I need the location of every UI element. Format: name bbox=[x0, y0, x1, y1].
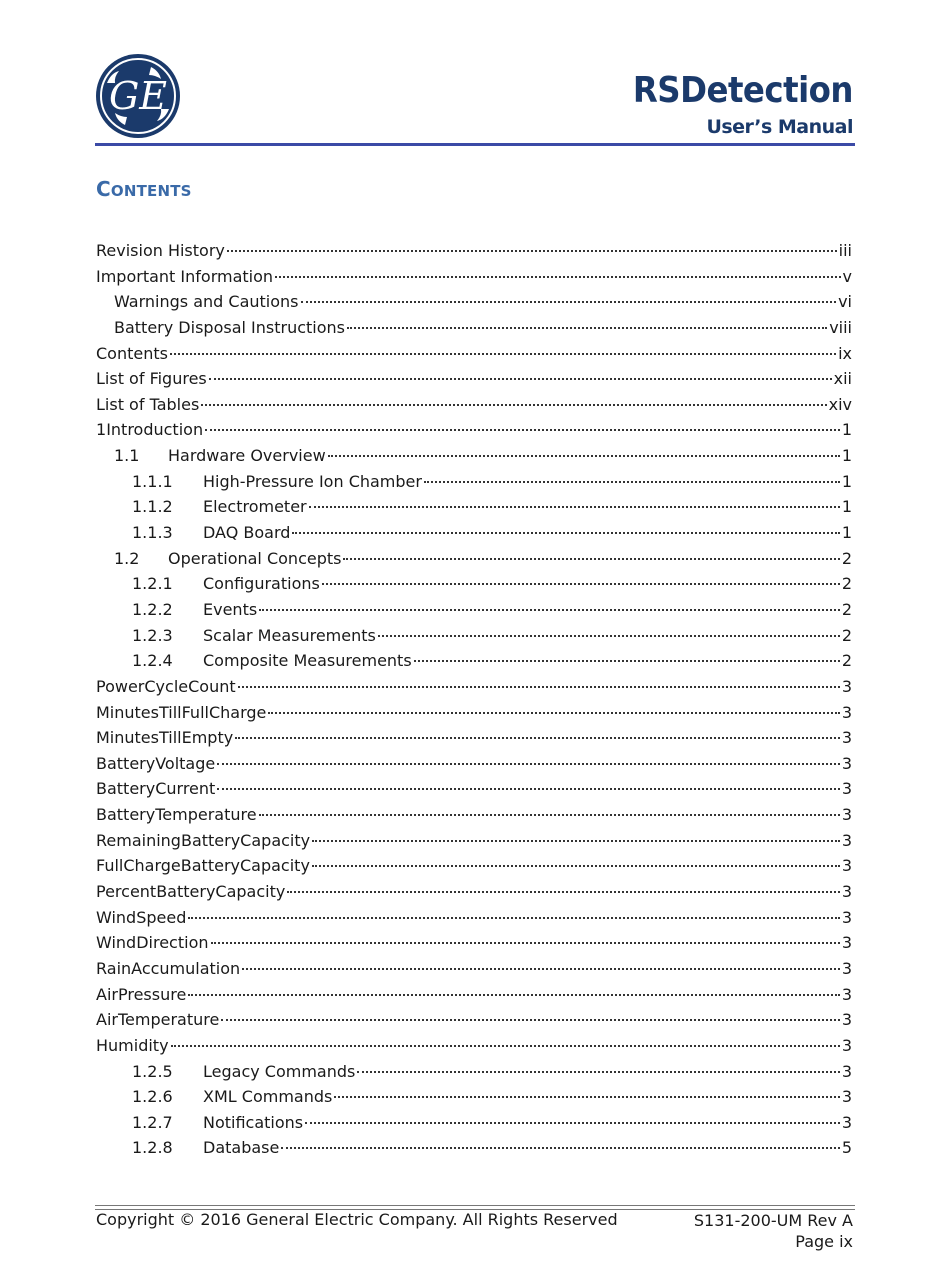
toc-dot-leader bbox=[322, 583, 840, 585]
footer-doc-info bbox=[694, 1210, 853, 1252]
toc-entry-page: 3 bbox=[841, 958, 852, 978]
toc-entry[interactable] bbox=[96, 1084, 852, 1110]
toc-entry-number: 1.2.8 bbox=[132, 1138, 173, 1158]
toc-entry-page: 3 bbox=[841, 830, 852, 850]
toc-entry-page: ix bbox=[838, 343, 852, 363]
toc-entry[interactable] bbox=[96, 1059, 852, 1085]
toc-entry-title: Operational Concepts bbox=[168, 548, 342, 568]
toc-entry-title: Battery Disposal Instructions bbox=[114, 317, 345, 337]
toc-dot-leader bbox=[221, 1019, 839, 1021]
toc-entry-title: List of Tables bbox=[96, 394, 200, 414]
toc-entry-title: Composite Measurements bbox=[203, 651, 412, 671]
toc-entry[interactable] bbox=[96, 469, 852, 495]
toc-dot-leader bbox=[205, 429, 840, 431]
toc-entry-number: 1.2.4 bbox=[132, 651, 173, 671]
toc-dot-leader bbox=[328, 455, 840, 457]
toc-entry-page: 1 bbox=[841, 497, 852, 517]
toc-entry-page: 1 bbox=[841, 446, 852, 466]
toc-entry[interactable] bbox=[96, 315, 852, 341]
toc-entry[interactable] bbox=[96, 289, 852, 315]
toc-dot-leader bbox=[281, 1147, 839, 1149]
toc-entry-page: 3 bbox=[841, 1035, 852, 1055]
ge-logo-text: GE bbox=[108, 74, 168, 118]
document-title: RSDetection bbox=[632, 70, 853, 111]
toc-entry-title: Scalar Measurements bbox=[203, 625, 376, 645]
toc-entry-page: 3 bbox=[841, 907, 852, 927]
toc-entry-title: RainAccumulation bbox=[96, 958, 241, 978]
toc-entry[interactable] bbox=[96, 828, 852, 854]
toc-entry-page: 3 bbox=[841, 933, 852, 953]
toc-entry[interactable] bbox=[96, 623, 852, 649]
toc-entry[interactable] bbox=[96, 1135, 852, 1161]
toc-entry-title: Humidity bbox=[96, 1035, 169, 1055]
toc-dot-leader bbox=[188, 917, 839, 919]
toc-dot-leader bbox=[238, 686, 840, 688]
toc-entry[interactable] bbox=[96, 341, 852, 367]
toc-dot-leader bbox=[188, 994, 840, 996]
toc-entry-page: 3 bbox=[841, 882, 852, 902]
toc-entry-title: Notifications bbox=[203, 1112, 304, 1132]
toc-dot-leader bbox=[334, 1096, 839, 1098]
toc-entry-number: 1.1.2 bbox=[132, 497, 173, 517]
toc-entry-number: 1.2.2 bbox=[132, 599, 173, 619]
toc-entry-page: 3 bbox=[841, 856, 852, 876]
toc-dot-leader bbox=[287, 891, 839, 893]
toc-entry-page: v bbox=[842, 266, 852, 286]
toc-entry-number: 1 bbox=[96, 420, 107, 440]
toc-dot-leader bbox=[242, 968, 840, 970]
toc-entry-title: Hardware Overview bbox=[168, 446, 326, 466]
toc-entry-title: Configurations bbox=[203, 574, 320, 594]
toc-entry-title: Revision History bbox=[96, 241, 225, 260]
toc-entry-page: 3 bbox=[841, 1010, 852, 1030]
toc-entry-page: 2 bbox=[841, 651, 852, 671]
toc-entry-page: 3 bbox=[841, 779, 852, 799]
toc-entry[interactable] bbox=[96, 674, 852, 700]
toc-entry-title: XML Commands bbox=[203, 1087, 333, 1107]
toc-entry-title: WindSpeed bbox=[96, 907, 187, 927]
toc-entry-number: 1.2.1 bbox=[132, 574, 173, 594]
toc-entry-page: 3 bbox=[841, 805, 852, 825]
toc-entry-page: 1 bbox=[841, 471, 852, 491]
toc-entry-title: MinutesTillFullCharge bbox=[96, 702, 267, 722]
toc-dot-leader bbox=[268, 712, 839, 714]
toc-entry[interactable] bbox=[96, 802, 852, 828]
toc-entry-title: DAQ Board bbox=[203, 523, 291, 543]
toc-entry[interactable] bbox=[96, 571, 852, 597]
toc-entry-title: AirPressure bbox=[96, 984, 187, 1004]
toc-entry-title: List of Figures bbox=[96, 369, 207, 389]
toc-entry-title: Legacy Commands bbox=[203, 1061, 356, 1081]
toc-entry-title: Introduction bbox=[106, 420, 204, 440]
toc-entry-page: 1 bbox=[841, 420, 852, 440]
toc-dot-leader bbox=[211, 942, 840, 944]
toc-dot-leader bbox=[235, 737, 840, 739]
table-of-contents bbox=[96, 238, 852, 1161]
toc-dot-leader bbox=[170, 353, 836, 355]
toc-entry-title: Important Information bbox=[96, 266, 274, 286]
toc-entry[interactable] bbox=[96, 1007, 852, 1033]
toc-entry-title: FullChargeBatteryCapacity bbox=[96, 856, 310, 876]
toc-entry-number: 1.2.5 bbox=[132, 1061, 173, 1081]
toc-entry-number: 1.2.6 bbox=[132, 1087, 173, 1107]
toc-entry-number: 1.2.7 bbox=[132, 1112, 173, 1132]
toc-entry[interactable] bbox=[96, 417, 852, 443]
toc-entry-title: Contents bbox=[96, 343, 168, 363]
toc-entry-number: 1.1.1 bbox=[132, 471, 173, 491]
toc-entry[interactable] bbox=[96, 905, 852, 931]
toc-entry-title: BatteryVoltage bbox=[96, 753, 216, 773]
toc-entry-title: WindDirection bbox=[96, 933, 209, 953]
toc-dot-leader bbox=[312, 840, 840, 842]
toc-entry[interactable] bbox=[96, 700, 852, 726]
toc-dot-leader bbox=[227, 250, 837, 252]
toc-entry-title: Database bbox=[203, 1138, 280, 1158]
toc-entry[interactable] bbox=[96, 776, 852, 802]
toc-entry-page: 3 bbox=[841, 1087, 852, 1107]
toc-dot-leader bbox=[292, 532, 839, 534]
toc-dot-leader bbox=[305, 1122, 840, 1124]
toc-dot-leader bbox=[378, 635, 840, 637]
toc-entry-page: 2 bbox=[841, 574, 852, 594]
toc-entry-page: 3 bbox=[841, 728, 852, 748]
toc-entry-title: Electrometer bbox=[203, 497, 307, 517]
toc-entry-number: 1.2 bbox=[114, 548, 140, 568]
ge-logo bbox=[95, 53, 181, 139]
toc-entry-title: Warnings and Cautions bbox=[114, 292, 299, 312]
toc-dot-leader bbox=[201, 404, 826, 406]
toc-entry-title: AirTemperature bbox=[96, 1010, 220, 1030]
toc-entry[interactable] bbox=[96, 494, 852, 520]
toc-entry-title: RemainingBatteryCapacity bbox=[96, 830, 311, 850]
toc-entry[interactable] bbox=[96, 443, 852, 469]
toc-dot-leader bbox=[357, 1071, 839, 1073]
toc-dot-leader bbox=[312, 865, 840, 867]
toc-dot-leader bbox=[414, 660, 840, 662]
toc-entry[interactable] bbox=[96, 392, 852, 418]
toc-entry[interactable] bbox=[96, 520, 852, 546]
footer-doc-id: S131-200-UM Rev A bbox=[693, 1211, 853, 1230]
toc-dot-leader bbox=[343, 558, 839, 560]
toc-entry-page: 3 bbox=[841, 984, 852, 1004]
toc-entry[interactable] bbox=[96, 1110, 852, 1136]
toc-entry[interactable] bbox=[96, 853, 852, 879]
toc-entry-page: 1 bbox=[841, 523, 852, 543]
toc-entry-number: 1.2.3 bbox=[132, 625, 173, 645]
header-divider bbox=[95, 143, 855, 146]
toc-entry-page: 3 bbox=[841, 676, 852, 696]
toc-entry-title: Events bbox=[203, 599, 258, 619]
toc-entry[interactable] bbox=[96, 546, 852, 572]
footer-page-label: Page ix bbox=[795, 1232, 853, 1251]
toc-entry-page: 3 bbox=[841, 753, 852, 773]
toc-entry-title: PercentBatteryCapacity bbox=[96, 882, 286, 902]
toc-dot-leader bbox=[259, 609, 840, 611]
toc-entry-page: 2 bbox=[841, 548, 852, 568]
toc-entry[interactable] bbox=[96, 1033, 852, 1059]
toc-entry[interactable] bbox=[96, 725, 852, 751]
toc-dot-leader bbox=[301, 301, 837, 303]
toc-entry-title: BatteryCurrent bbox=[96, 779, 216, 799]
toc-dot-leader bbox=[217, 788, 840, 790]
toc-entry[interactable] bbox=[96, 648, 852, 674]
toc-entry[interactable] bbox=[96, 879, 852, 905]
toc-dot-leader bbox=[209, 378, 832, 380]
toc-entry-page: 2 bbox=[841, 625, 852, 645]
toc-entry-page: 5 bbox=[841, 1138, 852, 1158]
toc-entry-title: MinutesTillEmpty bbox=[96, 728, 234, 748]
heading-rest: ONTENTS bbox=[110, 182, 192, 200]
toc-entry-page: 3 bbox=[841, 1112, 852, 1132]
toc-dot-leader bbox=[347, 327, 827, 329]
toc-entry-title: BatteryTemperature bbox=[96, 805, 257, 825]
toc-dot-leader bbox=[259, 814, 840, 816]
toc-entry-title: High-Pressure Ion Chamber bbox=[203, 471, 422, 491]
toc-entry-page: xii bbox=[833, 369, 852, 389]
toc-entry-number: 1.1 bbox=[114, 446, 140, 466]
toc-dot-leader bbox=[424, 481, 840, 483]
toc-entry-page: xiv bbox=[828, 394, 852, 414]
heading-initial: C bbox=[96, 177, 111, 201]
toc-entry[interactable] bbox=[96, 366, 852, 392]
toc-dot-leader bbox=[217, 763, 840, 765]
toc-entry-page: 3 bbox=[841, 1061, 852, 1081]
document-subtitle: User’s Manual bbox=[706, 116, 853, 138]
toc-entry-page: iii bbox=[838, 241, 852, 260]
toc-dot-leader bbox=[309, 506, 840, 508]
toc-entry-page: viii bbox=[829, 317, 852, 337]
toc-dot-leader bbox=[171, 1045, 840, 1047]
toc-entry[interactable] bbox=[96, 597, 852, 623]
toc-entry[interactable] bbox=[96, 751, 852, 777]
toc-entry[interactable] bbox=[96, 956, 852, 982]
contents-heading bbox=[96, 177, 192, 201]
footer-copyright: Copyright © 2016 General Electric Company. All Rights Reserved bbox=[96, 1210, 618, 1229]
toc-entry-page: vi bbox=[838, 292, 852, 312]
toc-dot-leader bbox=[275, 276, 841, 278]
toc-entry[interactable] bbox=[96, 982, 852, 1008]
toc-entry-page: 3 bbox=[841, 702, 852, 722]
toc-entry-number: 1.1.3 bbox=[132, 523, 173, 543]
toc-entry-page: 2 bbox=[841, 599, 852, 619]
toc-entry[interactable] bbox=[96, 264, 852, 290]
toc-entry[interactable] bbox=[96, 930, 852, 956]
toc-entry-title: PowerCycleCount bbox=[96, 676, 236, 696]
toc-entry[interactable] bbox=[96, 238, 852, 264]
